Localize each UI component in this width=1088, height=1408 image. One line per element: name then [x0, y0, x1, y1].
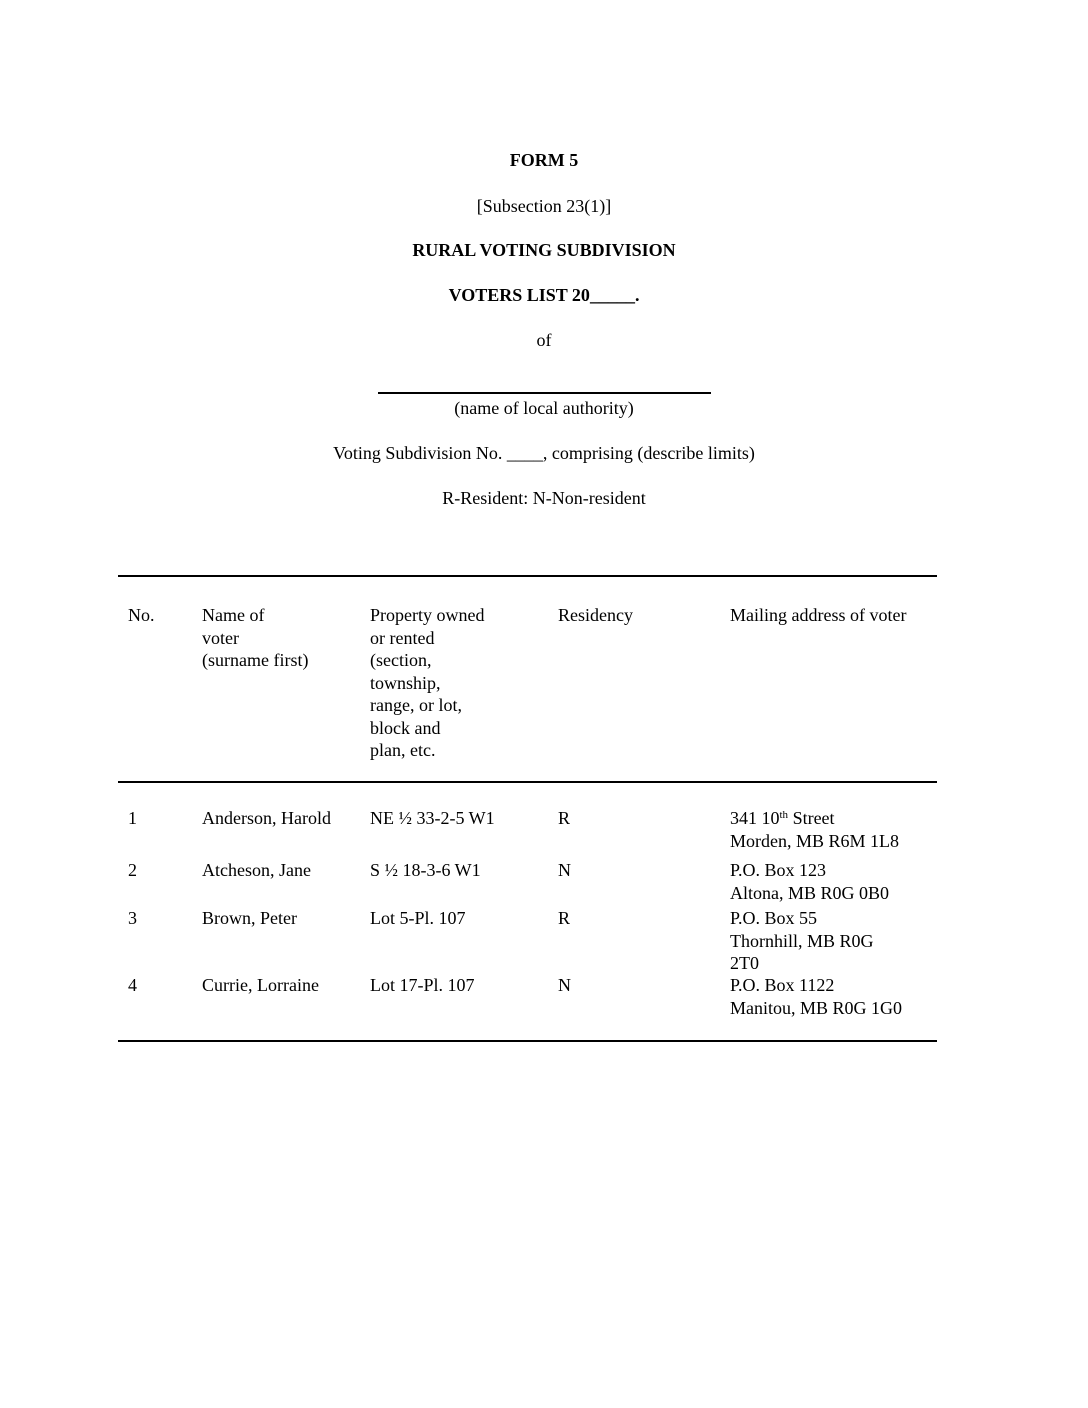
row-property: S ½ 18-3-6 W1 — [370, 860, 481, 880]
local-authority-blank-line — [378, 392, 711, 394]
mailing-line: P.O. Box 55 — [730, 908, 818, 928]
table-top-rule — [118, 575, 937, 577]
table-header-rule — [118, 781, 937, 783]
header-no: No. — [128, 605, 155, 625]
header-property-line: block and — [370, 717, 441, 738]
header-name-line: (surname first) — [202, 650, 309, 670]
subdivision-description: Voting Subdivision No. ____, comprising (describe limits) — [333, 443, 755, 463]
header-residency: Residency — [558, 605, 633, 625]
row-residency: N — [558, 860, 571, 880]
subsection-reference: [Subsection 23(1)] — [476, 196, 612, 216]
of-label: of — [536, 330, 552, 350]
header-name — [202, 604, 308, 672]
header-property-line: plan, etc. — [370, 740, 436, 760]
header-property-line: or rented — [370, 627, 435, 648]
local-authority-caption: (name of local authority) — [454, 398, 634, 418]
mailing-line: P.O. Box 1122 — [730, 975, 835, 995]
header-property-line: (section, — [370, 650, 432, 670]
row-voter-name: Anderson, Harold — [202, 808, 331, 828]
mailing-line: Altona, MB R0G 0B0 — [730, 882, 890, 903]
header-property-line: Property owned — [370, 605, 485, 625]
mailing-line: Thornhill, MB R0G — [730, 930, 874, 951]
header-name-line: Name of — [202, 605, 265, 625]
mailing-line — [730, 807, 899, 830]
row-voter-name: Currie, Lorraine — [202, 975, 319, 995]
row-mailing-address — [730, 859, 889, 904]
header-property — [370, 604, 484, 762]
row-residency: R — [558, 808, 571, 828]
row-number: 4 — [128, 975, 137, 995]
row-mailing-address — [730, 907, 874, 975]
voters-list-title — [0, 284, 1088, 306]
mailing-street-number: 341 10 — [730, 808, 780, 828]
header-mailing-address: Mailing address of voter — [730, 605, 907, 625]
header-property-line: township, — [370, 672, 441, 693]
form-heading: RURAL VOTING SUBDIVISION — [412, 240, 676, 260]
row-number: 3 — [128, 908, 137, 928]
row-number: 1 — [128, 808, 137, 828]
row-mailing-address — [730, 807, 899, 852]
row-mailing-address — [730, 974, 902, 1019]
mailing-line: P.O. Box 123 — [730, 860, 827, 880]
row-property: Lot 17-Pl. 107 — [370, 975, 475, 995]
table-bottom-rule — [118, 1040, 937, 1042]
row-voter-name: Atcheson, Jane — [202, 860, 311, 880]
row-residency: N — [558, 975, 571, 995]
row-property: Lot 5-Pl. 107 — [370, 908, 466, 928]
ordinal-suffix: th — [779, 809, 789, 821]
voters-list-suffix: . — [634, 285, 640, 305]
mailing-line: Manitou, MB R0G 1G0 — [730, 997, 903, 1018]
mailing-street-name: Street — [788, 808, 835, 828]
row-voter-name: Brown, Peter — [202, 908, 297, 928]
voters-list-prefix: VOTERS LIST 20 — [448, 285, 590, 305]
header-property-line: range, or lot, — [370, 695, 462, 715]
row-property: NE ½ 33-2-5 W1 — [370, 808, 495, 828]
voters-list-year-blank: _____ — [589, 285, 635, 305]
mailing-line: 2T0 — [730, 953, 759, 973]
header-name-line: voter — [202, 627, 239, 648]
row-number: 2 — [128, 860, 137, 880]
mailing-line: Morden, MB R6M 1L8 — [730, 830, 900, 851]
row-residency: R — [558, 908, 571, 928]
form-title: FORM 5 — [509, 150, 579, 170]
residency-legend: R-Resident: N-Non-resident — [442, 488, 646, 508]
